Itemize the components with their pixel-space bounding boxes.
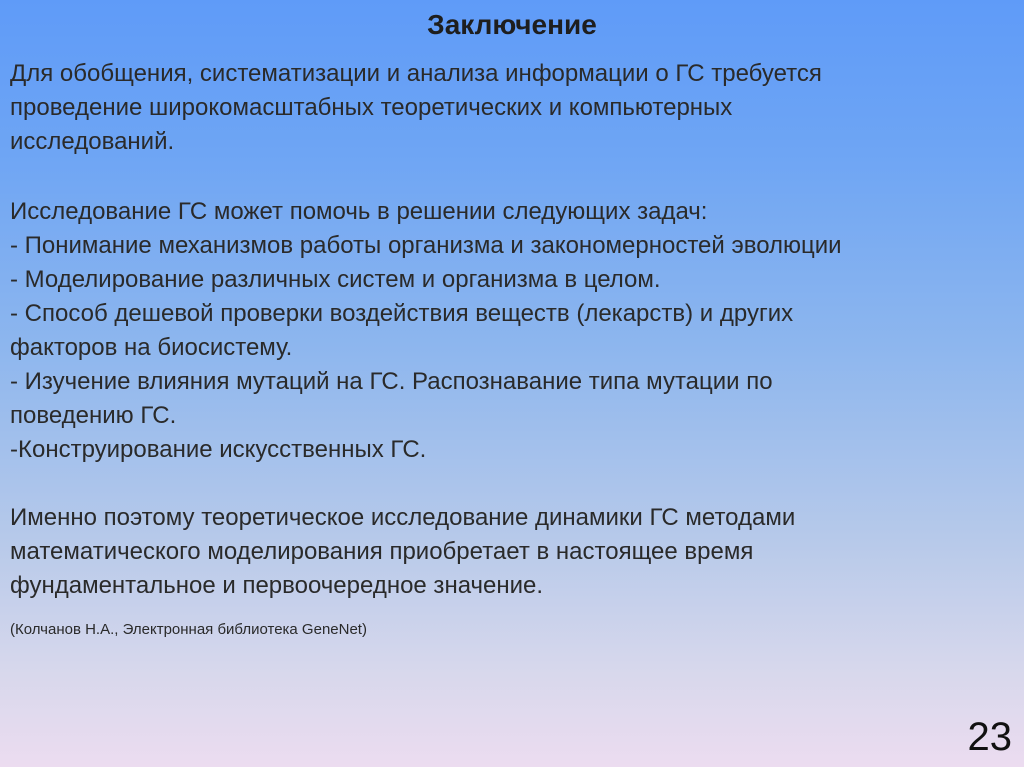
list-item-continuation: факторов на биосистему. — [10, 334, 293, 361]
text-line: фундаментальное и первоочередное значение. — [10, 572, 544, 599]
list-item: - Понимание механизмов работы организма и закономерностей эволюции — [10, 232, 842, 259]
slide-title: Заключение — [427, 9, 597, 40]
paragraph-intro — [10, 57, 1014, 159]
text-line: Исследование ГС может помочь в решении следующих задач: — [10, 198, 708, 225]
slide-number: 23 — [967, 715, 1012, 759]
text-line: проведение широкомасштабных теоретических и компьютерных — [10, 94, 733, 121]
text-line: Для обобщения, систематизации и анализа информации о ГС требуется — [10, 60, 822, 87]
paragraph-conclusion — [10, 501, 1014, 603]
list-item: - Моделирование различных систем и организма в целом. — [10, 266, 661, 293]
list-item: - Изучение влияния мутаций на ГС. Распознавание типа мутации по — [10, 368, 773, 395]
list-item: -Конструирование искусственных ГС. — [10, 436, 427, 463]
list-item: - Способ дешевой проверки воздействия веществ (лекарств) и других — [10, 300, 794, 327]
text-line: исследований. — [10, 128, 175, 155]
paragraph-tasks — [10, 195, 1014, 467]
text-line: Именно поэтому теоретическое исследование динамики ГС методами — [10, 504, 796, 531]
citation: (Колчанов Н.А., Электронная библиотека GeneNet) — [10, 621, 367, 638]
list-item-continuation: поведению ГС. — [10, 402, 177, 429]
text-line: математического моделирования приобретает в настоящее время — [10, 538, 754, 565]
